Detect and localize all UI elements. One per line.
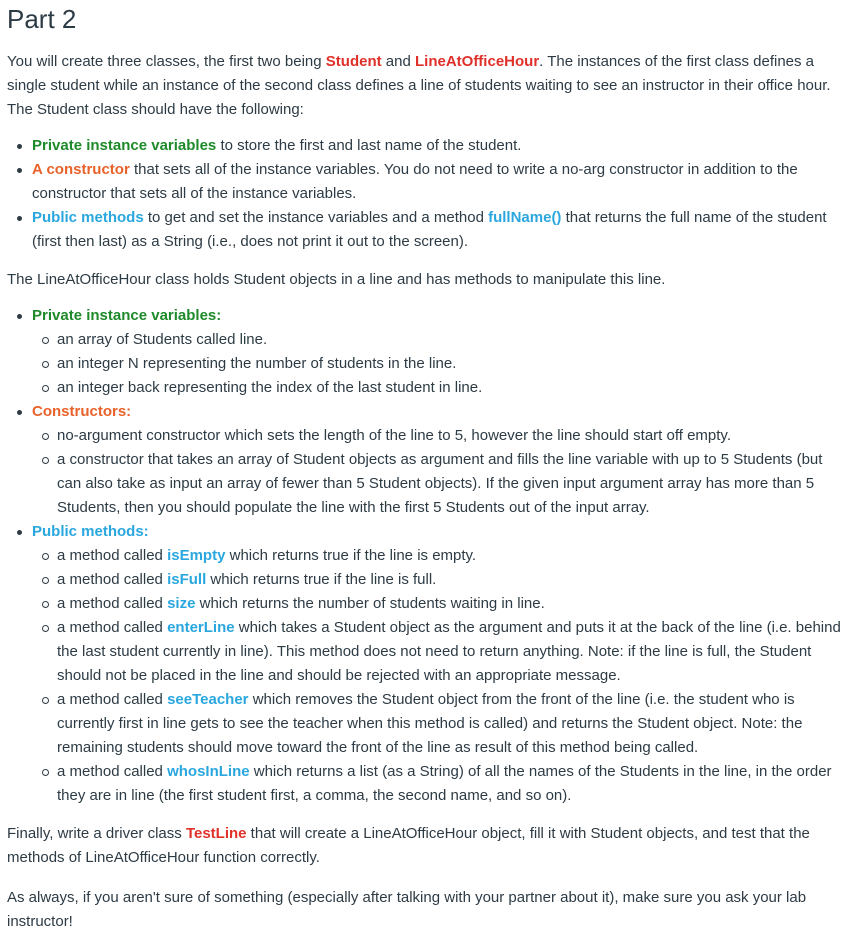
line-class-name: LineAtOfficeHour: [414, 53, 540, 70]
line-requirements-list: [7, 304, 847, 808]
sublist: [32, 328, 847, 400]
method-seeteacher: seeTeacher: [167, 691, 249, 708]
intro-text: and: [381, 53, 415, 70]
student-class-name: Student: [325, 53, 382, 70]
list-item: [32, 592, 847, 616]
method-whosinline: whosInLine: [167, 763, 250, 780]
item-text: which returns true if the line is full.: [206, 571, 437, 588]
list-item: [7, 206, 847, 254]
item-text: a method called: [57, 571, 168, 588]
list-item: [7, 158, 847, 206]
list-item: a constructor that takes an array of Student objects as argument and fills the line variable with up to 5 Students (but can also take as input an array of fewer than 5 Student objects). If the given input argument array has more than 5 Students, then you should populate the line with the first 5 Students out of the input array.: [32, 448, 847, 520]
testline-class-name: TestLine: [185, 825, 247, 842]
method-size: size: [167, 595, 196, 612]
item-text: which removes the Student object from the front of the line (i.e. the student who is currently first in line gets to see the teacher when this method is called) and returns the Student object. Note: the remaining students should move toward the front of the line as result of this method being called.: [57, 691, 803, 756]
item-text: a method called: [57, 691, 168, 708]
constructors-heading: Constructors:: [32, 403, 132, 420]
highlight-public-methods: Public methods: [32, 209, 144, 226]
item-text: that returns the full name of the student (first then last) as a String (i.e., does not print it out to the screen).: [32, 209, 827, 250]
item-text: that sets all of the instance variables. You do not need to write a no-arg constructor in addition to the constructor that sets all of the instance variables.: [32, 161, 798, 202]
list-item: [32, 616, 847, 688]
list-item: [7, 400, 847, 520]
item-text: which returns true if the line is empty.: [225, 547, 477, 564]
list-item: an array of Students called line.: [32, 328, 847, 352]
paragraph-text: that will create a LineAtOfficeHour object, fill it with Student objects, and test that the methods of LineAtOfficeHour function correctly.: [7, 825, 810, 866]
item-text: which returns the number of students waiting in line.: [195, 595, 545, 612]
item-text: a method called: [57, 763, 168, 780]
method-isempty: isEmpty: [167, 547, 226, 564]
item-text: which takes a Student object as the argument and puts it at the back of the line (i.e. behind the last student currently in line). This method does not need to return anything. Note: if the line is full, the Student should not be placed in the line and should be rejected with an appropriate message.: [57, 619, 841, 684]
page-title: Part 2: [7, 4, 77, 34]
intro-text: You will create three classes, the first two being: [7, 53, 326, 70]
list-item: [7, 134, 847, 158]
method-isfull: isFull: [167, 571, 207, 588]
sublist: [32, 424, 847, 520]
student-requirements-list: [7, 134, 847, 254]
highlight-private-variables: Private instance variables: [32, 137, 217, 154]
highlight-constructor: A constructor: [32, 161, 130, 178]
list-item: an integer N representing the number of students in the line.: [32, 352, 847, 376]
paragraph-text: Finally, write a driver class: [7, 825, 186, 842]
list-item: [7, 520, 847, 808]
private-variables-heading: Private instance variables:: [32, 307, 222, 324]
item-text: which returns a list (as a String) of all the names of the Students in the line, in the order they are in line (the first student first, a comma, the second name, and so on).: [57, 763, 832, 804]
list-item: [32, 760, 847, 808]
method-enterline: enterLine: [167, 619, 235, 636]
item-text: a method called: [57, 619, 168, 636]
sublist: [32, 544, 847, 808]
item-text: a method called: [57, 547, 168, 564]
list-item: [7, 304, 847, 400]
list-item: an integer back representing the index of the last student in line.: [32, 376, 847, 400]
intro-paragraph: [7, 50, 847, 122]
public-methods-heading: Public methods:: [32, 523, 149, 540]
driver-paragraph: [7, 822, 847, 870]
intro-text: . The instances of the first class defines a single student while an instance of the second class defines a line of students waiting to see an instructor in their office hour. The Student class should have the following:: [7, 53, 831, 118]
method-fullname: fullName(): [488, 209, 562, 226]
closing-paragraph: As always, if you aren't sure of something (especially after talking with your partner about it), make sure you ask your lab instructor!: [7, 889, 807, 930]
list-item: [32, 688, 847, 760]
list-item: [32, 568, 847, 592]
item-text: to get and set the instance variables and a method: [143, 209, 489, 226]
list-item: no-argument constructor which sets the length of the line to 5, however the line should start off empty.: [32, 424, 847, 448]
line-class-intro: The LineAtOfficeHour class holds Student objects in a line and has methods to manipulate this line.: [7, 271, 666, 288]
item-text: to store the first and last name of the student.: [216, 137, 522, 154]
item-text: a method called: [57, 595, 168, 612]
list-item: [32, 544, 847, 568]
